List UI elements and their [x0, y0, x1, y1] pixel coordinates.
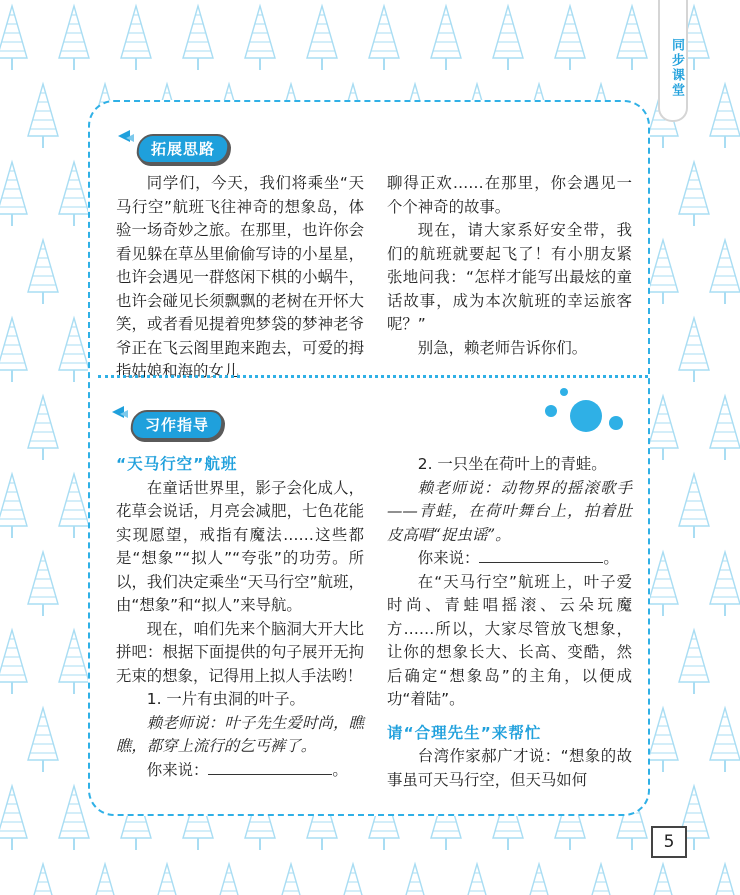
tree-icon	[28, 708, 58, 772]
tree-icon	[59, 474, 89, 538]
list-item: 1. 一片有虫洞的叶子。	[146, 690, 305, 708]
tree-icon	[617, 6, 647, 70]
section1-left-column	[116, 172, 364, 384]
badge-arrow-icon	[120, 410, 128, 418]
tree-icon	[431, 6, 461, 70]
section2-right-column	[387, 453, 632, 792]
section-badge-label: 习作指导	[145, 416, 210, 434]
tree-icon	[586, 864, 616, 895]
tree-icon	[28, 240, 58, 304]
section-badge-writing-guide	[129, 410, 225, 440]
tree-icon	[121, 6, 151, 70]
tree-icon	[28, 396, 58, 460]
tree-icon	[0, 474, 27, 538]
tree-icon	[648, 552, 678, 616]
tree-icon	[493, 6, 523, 70]
page-number: 5	[651, 826, 687, 858]
tree-icon	[369, 6, 399, 70]
tree-icon	[214, 864, 244, 895]
tree-icon	[648, 240, 678, 304]
paragraph: 在童话世界里，影子会化成人，花草会说话，月亮会减肥，七色花能实现愿望，戒指有魔法……这些都是“想象”“拟人”“夸张”的功劳。所以，我们决定乘坐“天马行空”航班，由“想象”和“拟人”来导航。	[116, 478, 364, 614]
tree-icon	[648, 708, 678, 772]
prompt-label: 你来说：	[146, 760, 209, 779]
side-tab	[658, 0, 688, 122]
paragraph: 别急，赖老师告诉你们。	[417, 338, 588, 357]
prompt-end: 。	[603, 549, 619, 567]
tree-icon	[59, 786, 89, 850]
tree-icon	[59, 318, 89, 382]
tree-icon	[679, 318, 709, 382]
tree-icon	[524, 864, 554, 895]
tree-icon	[0, 786, 27, 850]
fill-in-line	[116, 759, 364, 783]
example-sentence: 赖老师说：动物界的摇滚歌手——青蛙，在荷叶舞台上，拍着肚皮高唱“捉虫谣”。	[387, 478, 632, 544]
tree-icon	[0, 630, 27, 694]
paragraph: 现在，咱们先来个脑洞大开大比拼吧：根据下面提供的句子展开无拘无束的想象，记得用上拟人手法哟！	[116, 619, 364, 685]
paragraph: 现在，请大家系好安全带，我们的航班就要起飞了！有小朋友紧张地问我：“怎样才能写出最炫的童话故事，成为本次航班的幸运旅客呢？”	[387, 221, 632, 333]
article-heading: “天马行空”航班	[116, 455, 238, 473]
list-item: 2. 一只坐在荷叶上的青蛙。	[417, 455, 607, 473]
example-sentence: 赖老师说：叶子先生爱时尚，瞧瞧，都穿上流行的乞丐裤了。	[116, 713, 364, 755]
paragraph: 聊得正欢……在那里，你会遇见一个个神奇的故事。	[387, 174, 632, 216]
tree-icon	[338, 864, 368, 895]
prompt-end: 。	[332, 760, 348, 779]
section-badge-expand-ideas	[135, 134, 231, 164]
paragraph: 同学们，今天，我们将乘坐“天马行空”航班飞往神奇的想象岛，体验一场奇妙之旅。在那里，也许你会看见躲在草丛里偷偷写诗的小星星，也许会遇见一群悠闲下棋的小蜗牛，也许会碰见长须飘飘的老树在开怀大笑，或者看见提着兜梦袋的梦神老爷爷正在飞云阁里跑来跑去，可爱的拇指姑娘和海的女儿	[116, 174, 364, 380]
tree-icon	[0, 318, 27, 382]
answer-blank[interactable]	[208, 760, 332, 775]
tree-icon	[710, 84, 740, 148]
tree-icon	[679, 474, 709, 538]
tree-icon	[152, 864, 182, 895]
tree-icon	[679, 162, 709, 226]
prompt-label: 你来说：	[417, 549, 480, 567]
tree-icon	[710, 708, 740, 772]
tree-icon	[0, 162, 27, 226]
tree-icon	[710, 240, 740, 304]
tree-icon	[462, 864, 492, 895]
tree-icon	[710, 864, 740, 895]
tree-icon	[648, 396, 678, 460]
paragraph: 在“天马行空”航班上，叶子爱时尚、青蛙唱摇滚、云朵玩魔方……所以，大家尽管放飞想象，让你的想象长大、长高、变酷，然后确定“想象岛”的主角，以便成功“着陆”。	[387, 572, 632, 708]
tree-icon	[59, 630, 89, 694]
tree-icon	[28, 864, 58, 895]
tree-icon	[307, 6, 337, 70]
tree-icon	[59, 162, 89, 226]
tree-icon	[59, 6, 89, 70]
paragraph: 台湾作家郝广才说：“想象的故事虽可天马行空，但天马如何	[387, 747, 632, 789]
tree-icon	[648, 864, 678, 895]
tree-icon	[28, 84, 58, 148]
side-tab-label: 同步课堂	[669, 38, 684, 98]
tree-icon	[28, 552, 58, 616]
fill-in-line	[387, 547, 632, 571]
tree-icon	[183, 6, 213, 70]
badge-arrow-icon	[126, 134, 134, 142]
tree-icon	[0, 6, 27, 70]
section-divider	[98, 375, 648, 378]
tree-icon	[90, 864, 120, 895]
tree-icon	[710, 552, 740, 616]
section1-right-column	[387, 172, 632, 360]
article-subheading: 请“合理先生”来帮忙	[387, 723, 542, 742]
section2-left-column	[116, 453, 364, 782]
tree-icon	[679, 630, 709, 694]
tree-icon	[400, 864, 430, 895]
tree-icon	[245, 6, 275, 70]
tree-icon	[276, 864, 306, 895]
tree-icon	[555, 6, 585, 70]
section-badge-label: 拓展思路	[151, 140, 216, 158]
answer-blank[interactable]	[479, 548, 603, 563]
tree-icon	[710, 396, 740, 460]
